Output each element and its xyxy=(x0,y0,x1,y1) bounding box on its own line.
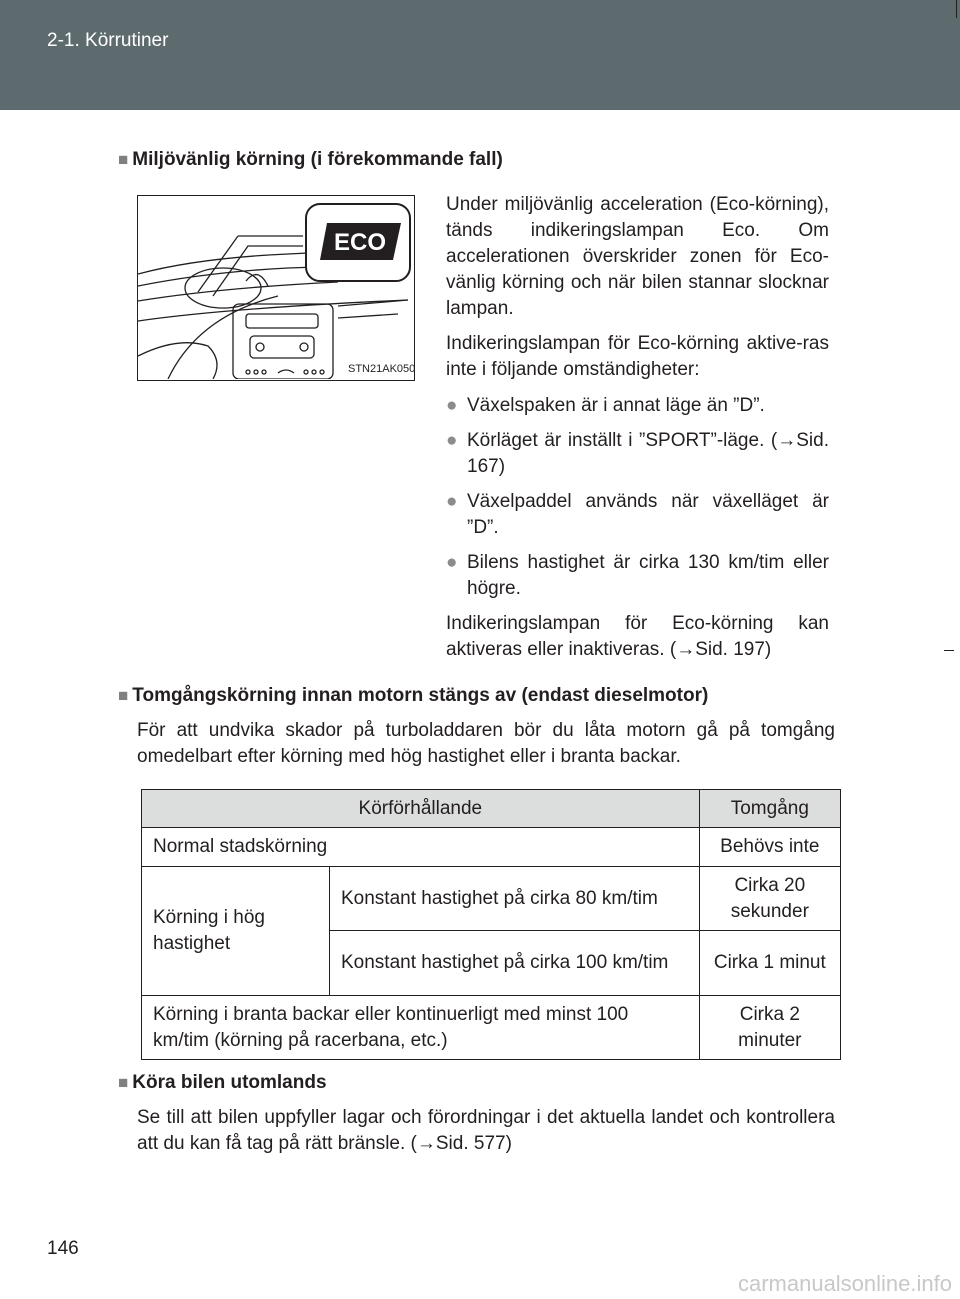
crop-mark-mid xyxy=(944,650,954,651)
figure-code: STN21AK050 xyxy=(348,363,416,375)
table-header-idle: Tomgång xyxy=(699,790,840,828)
eco-bullet-4: ● Bilens hastighet är cirka 130 km/tim eller högre. xyxy=(446,552,829,599)
square-bullet-icon: ■ xyxy=(118,1073,129,1092)
table-row xyxy=(142,867,841,931)
dashboard-illustration xyxy=(138,196,416,379)
table-cell-idle: Cirka 20 sekunder xyxy=(699,867,840,931)
eco-intro: Under miljövänlig acceleration (Eco-körning), tänds indikeringslampan Eco. Om accelerationen överskrider zonen för Eco-vänlig körning och när bilen stannar slocknar lampan. xyxy=(446,194,829,319)
bullet-dot-icon: ● xyxy=(446,552,458,573)
table-cell-condition: Konstant hastighet på cirka 80 km/tim xyxy=(330,867,700,931)
square-bullet-icon: ■ xyxy=(118,150,129,169)
table-cell-idle: Cirka 1 minut xyxy=(699,931,840,996)
bullet-dot-icon: ● xyxy=(446,395,458,416)
table-cell-idle: Behövs inte xyxy=(699,828,840,867)
table-cell-condition: Körning i branta backar eller kontinuerligt med minst 100 km/tim (körning på racerbana, etc.) xyxy=(142,996,700,1060)
idle-table xyxy=(141,789,841,1060)
idle-heading: ■ Tomgångskörning innan motorn stängs av (endast dieselmotor) xyxy=(118,685,709,706)
eco-bullet-2: ● Körläget är inställt i ”SPORT”-läge. (→Sid. 167) xyxy=(446,430,829,477)
watermark: carmanualsonline.info xyxy=(737,1271,952,1296)
crop-mark-top xyxy=(956,0,957,18)
eco-bullet-1: ● Växelspaken är i annat läge än ”D”. xyxy=(446,393,829,419)
table-cell-idle: Cirka 2 minuter xyxy=(699,996,840,1060)
table-cell-condition: Normal stadskörning xyxy=(142,828,700,867)
header-band xyxy=(0,0,960,110)
page-number: 146 xyxy=(47,1238,79,1259)
idle-text: För att undvika skador på turboladdaren bör du låta motorn gå på tomgång omedelbart efter körning med hög hastighet eller i branta backar. xyxy=(137,720,835,767)
eco-outro: Indikeringslampan för Eco-körning kan aktiveras eller inaktiveras. (→Sid. 197) xyxy=(446,613,829,660)
table-header-condition: Körförhållande xyxy=(142,790,700,828)
square-bullet-icon: ■ xyxy=(118,686,129,705)
bullet-dot-icon: ● xyxy=(446,491,458,512)
eco-indicator-figure xyxy=(137,195,415,381)
table-row xyxy=(142,996,841,1060)
eco-not-active-intro: Indikeringslampan för Eco-körning aktive-ras inte i följande omständigheter: xyxy=(446,333,829,380)
abroad-text: Se till att bilen uppfyller lagar och förordningar i det aktuella landet och kontrollera att du kan få tag på rätt bränsle. (→Sid. 577) xyxy=(137,1107,835,1154)
eco-badge: ECO xyxy=(333,229,387,256)
eco-heading: ■ Miljövänlig körning (i förekommande fall) xyxy=(118,149,503,170)
abroad-heading: ■ Köra bilen utomlands xyxy=(118,1072,327,1093)
table-header-row xyxy=(142,790,841,828)
table-row xyxy=(142,828,841,867)
section-title: 2-1. Körrutiner xyxy=(47,30,169,51)
table-cell-high-speed: Körning i hög hastighet xyxy=(142,867,330,996)
eco-bullet-3: ● Växelpaddel används när växelläget är ”D”. xyxy=(446,491,829,538)
bullet-dot-icon: ● xyxy=(446,430,458,451)
table-cell-condition: Konstant hastighet på cirka 100 km/tim xyxy=(330,931,700,996)
